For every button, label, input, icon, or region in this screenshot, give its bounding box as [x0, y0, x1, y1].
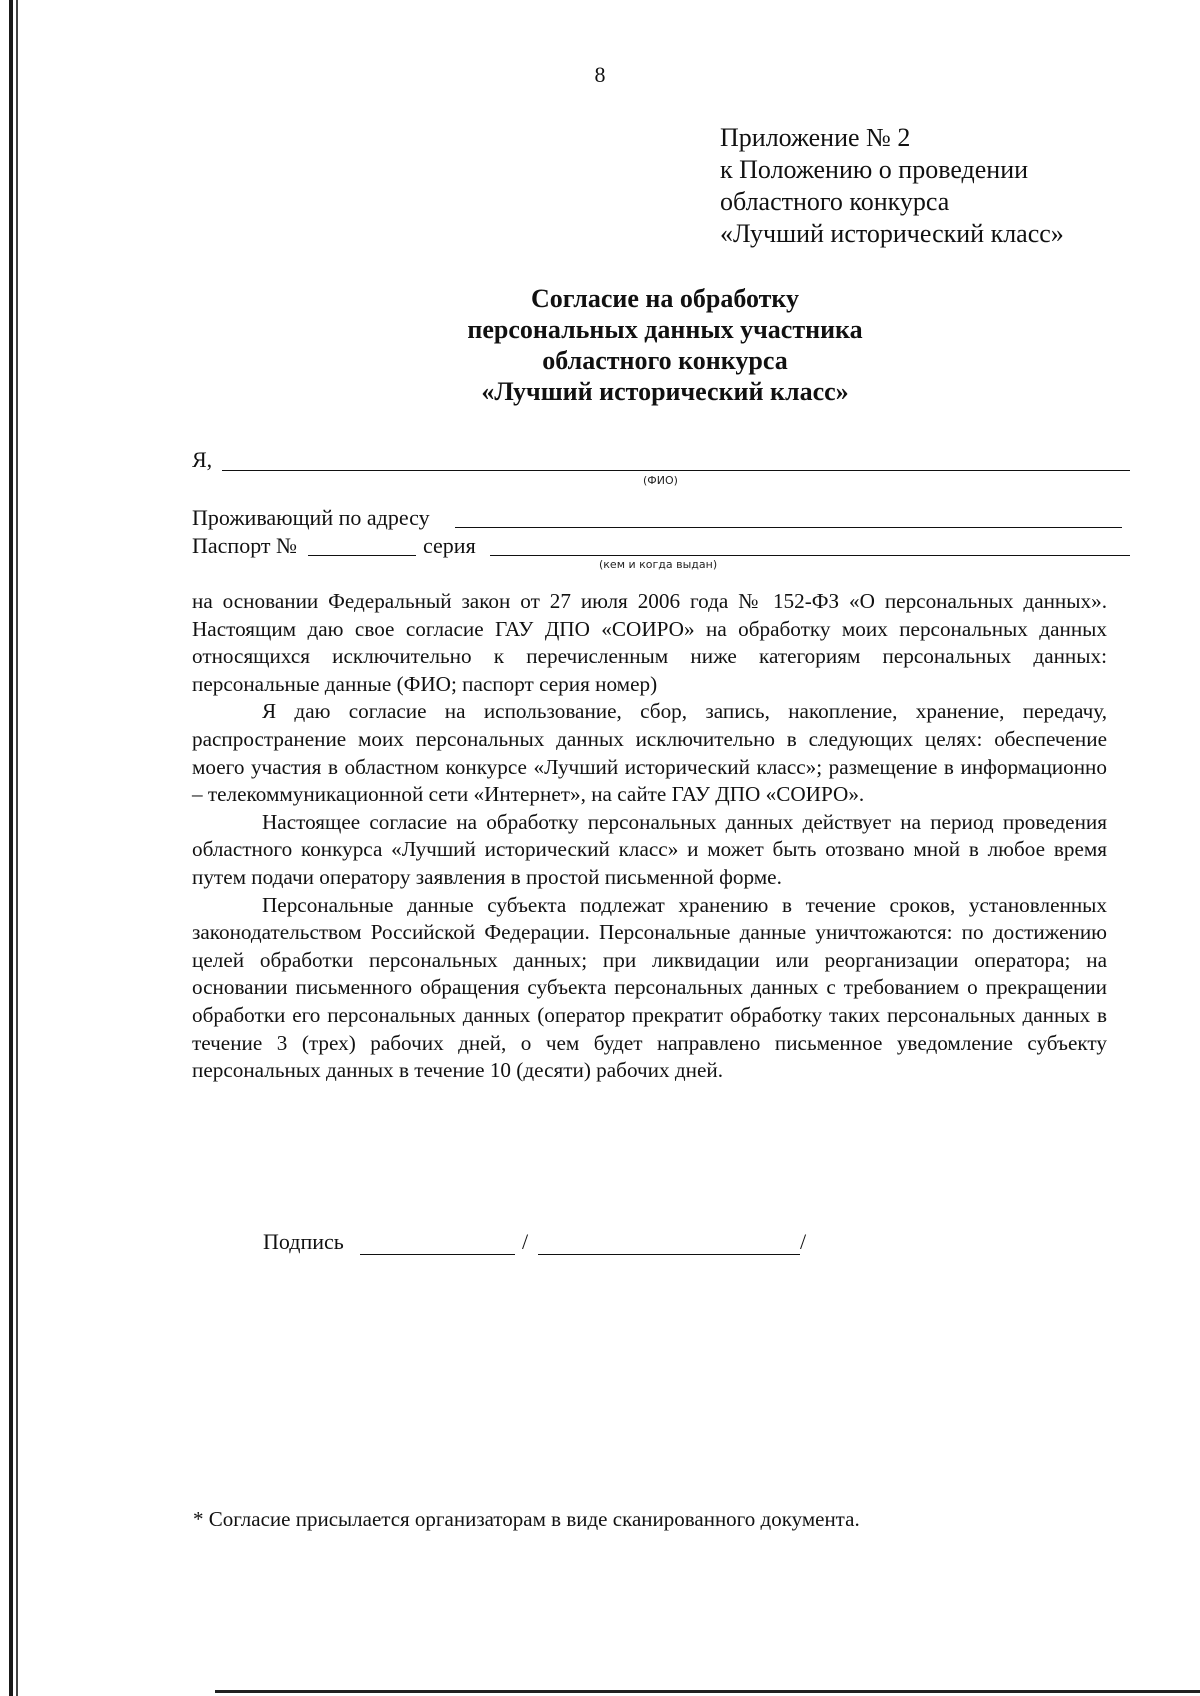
- title-line: областного конкурса: [542, 346, 788, 375]
- signature-field[interactable]: [360, 1254, 515, 1255]
- address-field[interactable]: [455, 527, 1122, 528]
- series-label: серия: [423, 533, 476, 558]
- page-number: 8: [594, 62, 606, 87]
- scan-border-bottom: [215, 1690, 1200, 1693]
- name-field[interactable]: [222, 470, 1130, 471]
- paragraph: Персональные данные субъекта подлежат хранению в течение сроков, установленных законодательством Российской Федерации. Персональные данные уничтожаются: по достижению целей обработки персональных данных; при ликвидации или реорганизации оператора; на основании письменного обращения субъекта персональных данных с требованием о прекращении обработки его персональных данных (оператор прекратит обработку таких персональных данных в течение 3 (трех) рабочих дней, о чем будет направлено письменное уведомление субъекту персональных данных в течение 10 (десяти) рабочих дней.: [192, 892, 1107, 1083]
- paragraph: Настоящее согласие на обработку персональных данных действует на период проведения областного конкурса «Лучший исторический класс» и может быть отозвано мной в любое время путем подачи оператору заявления в простой письменной форме.: [192, 809, 1107, 889]
- consent-text: [192, 588, 1107, 1085]
- signature-end-slash: /: [800, 1229, 807, 1254]
- issued-hint: (кем и когда выдан): [599, 558, 718, 571]
- scan-border-left-inner: [16, 0, 18, 1696]
- appendix-line: Приложение № 2: [720, 123, 911, 152]
- signature-name-field[interactable]: [538, 1254, 800, 1255]
- signature-separator: /: [522, 1229, 529, 1254]
- address-label: Проживающий по адресу: [192, 505, 430, 530]
- name-hint: (ФИО): [643, 474, 678, 487]
- passport-issued-field[interactable]: [490, 555, 1130, 556]
- scan-border-left: [9, 0, 13, 1696]
- title-line: Согласие на обработку: [530, 284, 800, 313]
- name-label: Я,: [192, 447, 213, 472]
- appendix-line: «Лучший исторический класс»: [720, 219, 1064, 248]
- paragraph: на основании Федеральный закон от 27 июля 2006 года № 152-ФЗ «О персональных данных». Настоящим даю свое согласие ГАУ ДПО «СОИРО» на обработку моих персональных данных относящихся исключительно к перечисленным ниже категориям персональных данных: персональные данные (ФИО; паспорт серия номер): [192, 589, 1107, 696]
- appendix-line: к Положению о проведении: [720, 155, 1029, 184]
- appendix-line: областного конкурса: [720, 187, 950, 216]
- passport-label: Паспорт №: [192, 533, 298, 558]
- passport-number-field[interactable]: [308, 555, 416, 556]
- signature-label: Подпись: [263, 1229, 344, 1254]
- paragraph: Я даю согласие на использование, сбор, запись, накопление, хранение, передачу, распространение моих персональных данных исключительно в следующих целях: обеспечение моего участия в областном конкурсе «Лучший исторический класс»; размещение в информационно – телекоммуникационной сети «Интернет», на сайте ГАУ ДПО «СОИРО».: [192, 699, 1107, 807]
- document-title: [0, 283, 1200, 407]
- title-line: персональных данных участника: [467, 315, 863, 344]
- footnote: * Согласие присылается организаторам в виде сканированного документа.: [193, 1507, 860, 1531]
- title-line: «Лучший исторический класс»: [481, 377, 849, 406]
- appendix-header: [720, 122, 1064, 250]
